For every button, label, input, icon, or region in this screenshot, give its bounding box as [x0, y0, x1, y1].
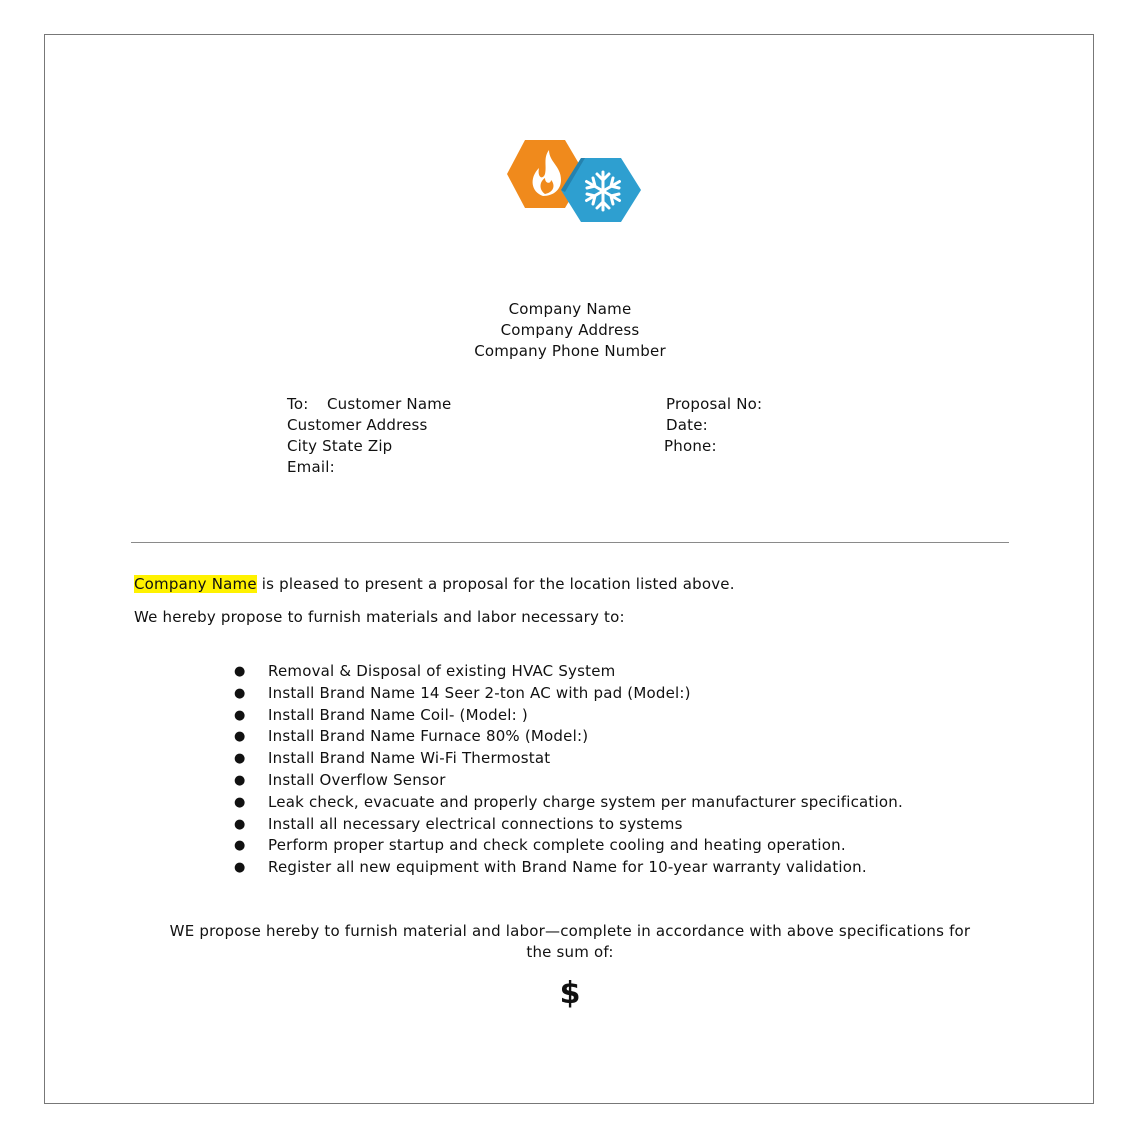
bullet-icon: ●: [234, 664, 246, 679]
scope-item: [230, 814, 903, 836]
bullet-icon: ●: [234, 794, 246, 810]
customer-city-state-zip: City State Zip: [287, 437, 393, 455]
bullet-icon: ●: [234, 729, 246, 745]
sum-amount: $: [559, 976, 581, 1011]
bullet-icon: ●: [234, 816, 246, 832]
proposal-no-label: Proposal No:: [666, 395, 763, 413]
scope-item: [230, 748, 903, 770]
scope-item-text: Leak check, evacuate and properly charge system per manufacturer specification.: [268, 792, 903, 811]
scope-item: [230, 705, 903, 727]
bullet-icon: ●: [234, 772, 246, 788]
scope-item-text: Install Brand Name Wi-Fi Thermostat: [268, 749, 551, 768]
scope-item: [230, 770, 903, 792]
company-phone: Company Phone Number: [474, 342, 666, 360]
scope-item: [230, 857, 903, 879]
section-divider: [131, 542, 1009, 543]
customer-address: Customer Address: [287, 416, 428, 434]
scope-item-text: Install Brand Name Coil- (Model: ): [268, 705, 528, 724]
closing-statement: [130, 921, 1010, 963]
scope-item-text: Install Brand Name Furnace 80% (Model:): [268, 727, 589, 746]
bullet-icon: ●: [234, 685, 246, 701]
email-label: Email:: [287, 458, 335, 476]
bullet-icon: ●: [234, 860, 246, 876]
scope-item: [230, 683, 903, 705]
company-address: Company Address: [500, 321, 640, 339]
company-name: Company Name: [508, 300, 632, 318]
company-name-highlight: Company Name: [134, 575, 257, 593]
intro-line: [134, 575, 735, 593]
scope-list: [230, 661, 903, 879]
bullet-icon: ●: [234, 707, 246, 723]
scope-item: [230, 835, 903, 857]
scope-item-text: Install all necessary electrical connections to systems: [268, 814, 683, 833]
closing-line-2: the sum of:: [526, 943, 614, 961]
scope-item-text: Install Overflow Sensor: [268, 770, 446, 789]
hvac-logo: [503, 136, 645, 226]
scope-item-text: Install Brand Name 14 Seer 2-ton AC with pad (Model:): [268, 683, 691, 702]
scope-item: [230, 661, 903, 683]
company-info: [0, 299, 1140, 362]
closing-line-1: WE propose hereby to furnish material and labor—complete in accordance with above specifications for: [169, 922, 971, 940]
phone-label: Phone:: [664, 437, 717, 455]
scope-item: [230, 726, 903, 748]
to-label: To:: [287, 395, 309, 413]
scope-item: [230, 792, 903, 814]
scope-item-text: Removal & Disposal of existing HVAC System: [268, 662, 616, 680]
bullet-icon: ●: [234, 751, 246, 767]
propose-line: We hereby propose to furnish materials and labor necessary to:: [134, 608, 625, 626]
scope-item-text: Register all new equipment with Brand Name for 10-year warranty validation.: [268, 858, 867, 877]
date-label: Date:: [666, 416, 708, 434]
intro-text: is pleased to present a proposal for the location listed above.: [256, 575, 735, 593]
bullet-icon: ●: [234, 838, 246, 854]
scope-item-text: Perform proper startup and check complete cooling and heating operation.: [268, 836, 846, 855]
customer-name: Customer Name: [327, 395, 452, 413]
